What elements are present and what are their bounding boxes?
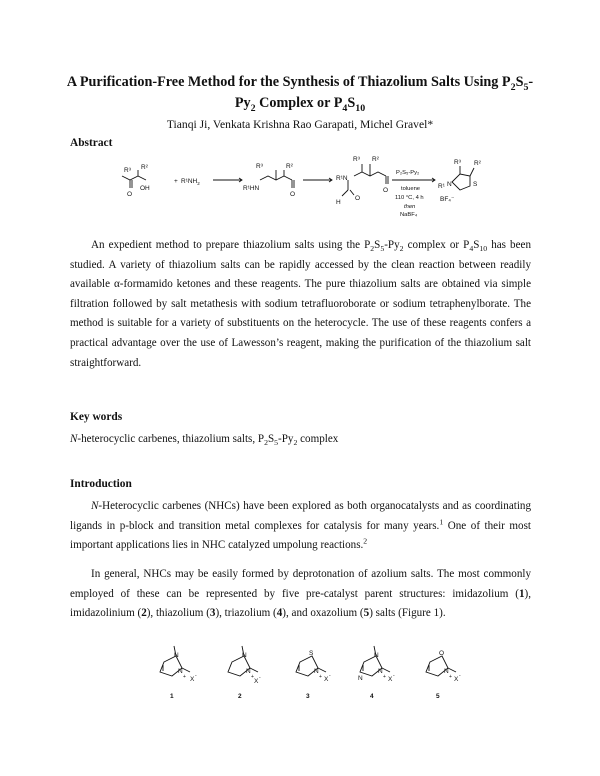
svg-text:X: X — [190, 676, 195, 683]
svg-text:S: S — [309, 650, 314, 657]
svg-text:X: X — [454, 676, 459, 683]
svg-text:toluene: toluene — [401, 186, 421, 192]
intro-paragraph-2: In general, NHCs may be easily formed by deprotonation of azolium salts. The most commonly employed of these can be represented by five pre-catalyst parent structures: imidazolium (1), imidazolinium (2), thiazolium (3), triazolium (4), and oxazolium (5) salts (Figure 1). — [70, 568, 531, 620]
svg-text:O: O — [383, 187, 389, 194]
introduction-heading: Introduction — [70, 478, 132, 490]
svg-text:X: X — [388, 676, 393, 683]
svg-text:R²: R² — [474, 160, 481, 167]
svg-text:H: H — [336, 199, 341, 206]
svg-text:X: X — [254, 678, 259, 685]
svg-text:R¹N: R¹N — [336, 175, 348, 182]
svg-text:+: + — [183, 674, 186, 680]
keywords-text: N-heterocyclic carbenes, thiazolium salts, $P_2S_5-Py_2$ complex — [70, 433, 339, 448]
svg-text:NaBF₄: NaBF₄ — [400, 212, 418, 218]
author-list: Tianqi Ji, Venkata Krishna Rao Garapati, Michel Gravel* — [166, 118, 434, 131]
svg-text:+: + — [449, 674, 452, 680]
svg-text:X: X — [324, 676, 329, 683]
svg-text:N: N — [444, 668, 449, 675]
svg-text:R³: R³ — [353, 156, 360, 163]
svg-text:-: - — [393, 673, 395, 679]
svg-text:N: N — [178, 668, 183, 675]
svg-text:N: N — [378, 668, 383, 675]
abstract-text: An expedient method to prepare thiazolium salts using the $P_2S_5-Py_2$ complex or $P_4S_{10}$ has been studied. A variety of thiazolium salts can be rapidly accessed by the clean reaction between readily available α-formamido ketones and these reagents. The pure thiazolium salts are obtained via simple filtration followed by salt metathesis with sodium tetrafluoroborate or sodium tetraphenylborate. The method is suitable for a variety of substituents on the heterocycle. The use of these reagents confers a practical advantage over the use of Lawesson’s reagent, making the purification of the thiazolium salt straightforward. — [70, 239, 531, 369]
svg-text:+: + — [251, 674, 254, 680]
svg-text:O: O — [355, 195, 361, 202]
svg-text:R²: R² — [141, 164, 148, 171]
compound-label-2: 2 — [238, 693, 242, 700]
svg-text:-: - — [195, 673, 197, 679]
abstract-heading: Abstract — [70, 137, 113, 149]
svg-text:+: + — [174, 178, 178, 185]
svg-text:R²: R² — [372, 156, 379, 163]
svg-text:-: - — [329, 673, 331, 679]
svg-text:BF₄⁻: BF₄⁻ — [440, 196, 455, 203]
svg-text:O: O — [439, 650, 445, 657]
svg-text:R¹NH2: $R^1NH_2$ — [181, 178, 200, 186]
svg-text:O: O — [290, 191, 296, 198]
svg-text:-: - — [459, 673, 461, 679]
svg-text:R³: R³ — [124, 167, 131, 174]
svg-text:O: O — [127, 191, 133, 198]
compound-label-4: 4 — [370, 693, 374, 700]
svg-text:R¹: R¹ — [438, 183, 445, 190]
svg-text:P₂S₅-Py₂: P₂S₅-Py₂ — [396, 170, 420, 176]
figure-1-structures — [150, 640, 470, 710]
svg-text:then: then — [404, 204, 416, 210]
svg-text:+: + — [383, 674, 386, 680]
svg-text:N: N — [242, 652, 247, 659]
svg-text:N: N — [174, 652, 179, 659]
svg-text:+: + — [319, 674, 322, 680]
svg-text:R¹HN: R¹HN — [243, 185, 260, 192]
svg-text:-: - — [259, 675, 261, 681]
paper-title: A Purification-Free Method for the Synthesis of Thiazolium Salts Using $P_2S_5-$ $Py_2$ Complex or $P_4S_{10}$ — [66, 74, 534, 114]
svg-text:N: N — [374, 652, 379, 659]
intro-paragraph-1: N-Heterocyclic carbenes (NHCs) have been explored as both organocatalysts and as coordinating ligands in p-block and transition metal complexes for catalysis for many years.$^1$ One of their most important applications lies in NHC catalyzed umpolung reactions.$^2$ — [70, 500, 531, 552]
svg-text:R³: R³ — [256, 163, 263, 170]
compound-label-3: 3 — [306, 693, 310, 700]
svg-text:R²: R² — [286, 163, 293, 170]
compound-label-1: 1 — [170, 693, 174, 700]
svg-text:OH: OH — [140, 185, 150, 192]
compound-label-5: 5 — [436, 693, 440, 700]
svg-text:N: N — [447, 181, 452, 188]
svg-text:N: N — [358, 675, 363, 682]
svg-text:S: S — [473, 181, 478, 188]
svg-text:R³: R³ — [454, 159, 461, 166]
svg-text:N: N — [246, 668, 251, 675]
svg-text:N: N — [314, 668, 319, 675]
svg-text:110 °C, 4 h: 110 °C, 4 h — [395, 195, 424, 201]
keywords-heading: Key words — [70, 411, 123, 423]
reaction-scheme — [110, 150, 500, 230]
